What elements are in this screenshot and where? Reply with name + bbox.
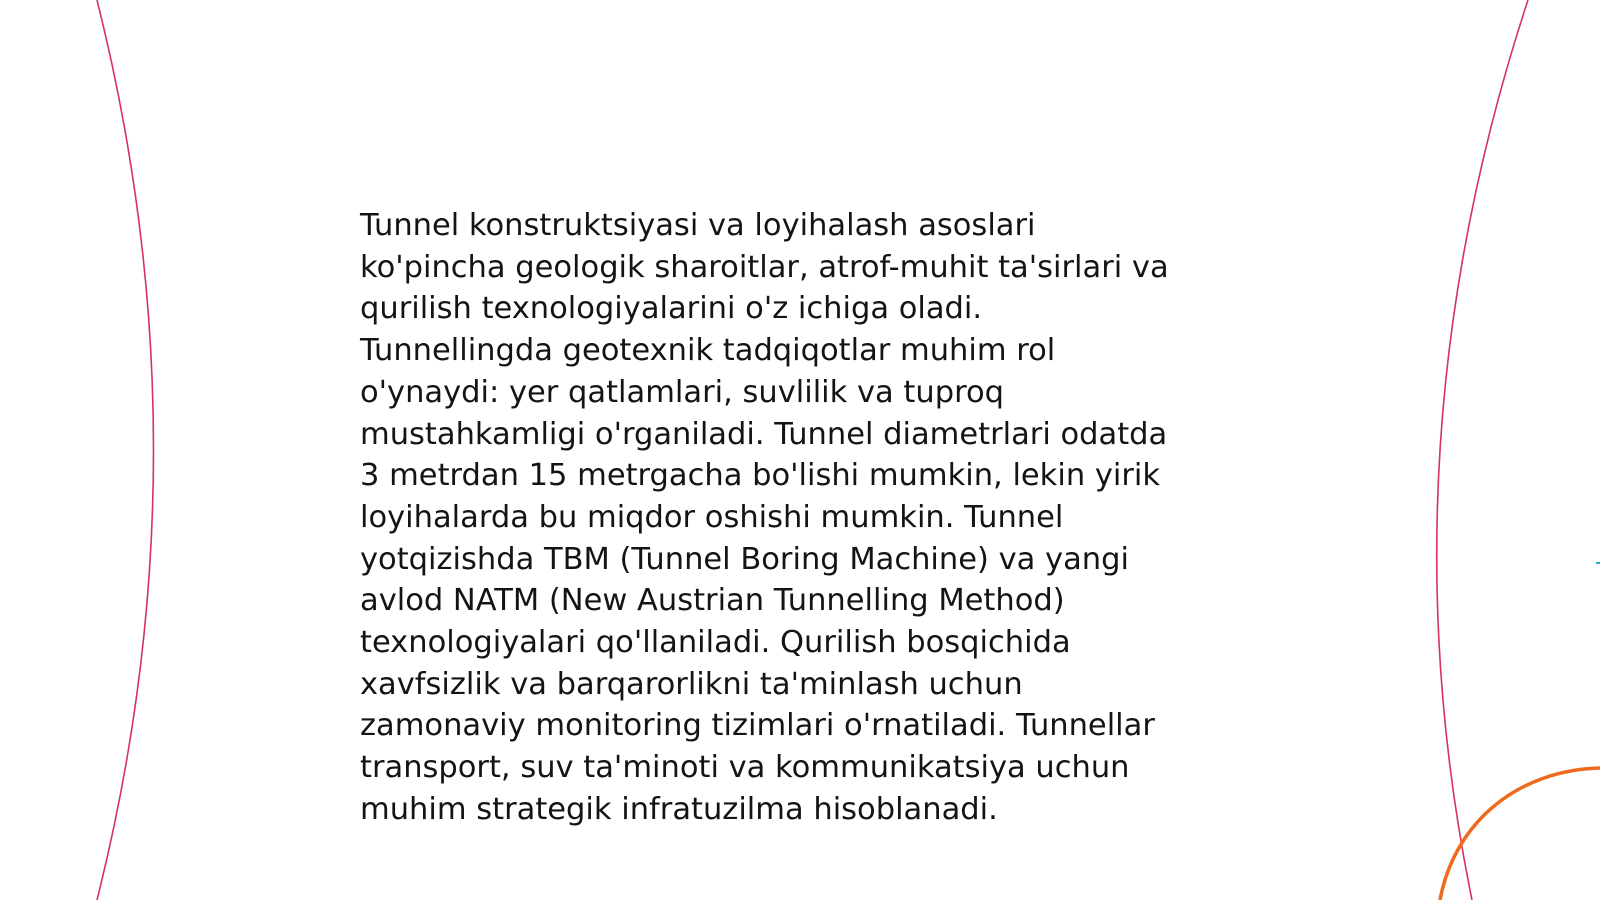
- text-line: qurilish texnologiyalarini o'z ichiga oladi.: [360, 291, 983, 327]
- text-line: ko'pincha geologik sharoitlar, atrof-muhit ta'sirlari va: [360, 249, 1169, 285]
- text-line: muhim strategik infratuzilma hisoblanadi.: [360, 791, 998, 827]
- text-line: transport, suv ta'minoti va kommunikatsiya uchun: [360, 750, 1130, 786]
- text-line: 3 metrdan 15 metrgacha bo'lishi mumkin, lekin yirik: [360, 458, 1161, 494]
- right-decorative-arc: [1437, 0, 1528, 900]
- text-line: o'ynaydi: yer qatlamlari, suvlilik va tuproq: [360, 374, 1004, 410]
- body-paragraph: [360, 205, 1240, 831]
- text-line: yotqizishda TBM (Tunnel Boring Machine) va yangi: [360, 541, 1129, 577]
- text-line: avlod NATM (New Austrian Tunnelling Method): [360, 583, 1065, 619]
- text-line: xavfsizlik va barqarorlikni ta'minlash uchun: [360, 666, 1023, 702]
- text-line: mustahkamligi o'rganiladi. Tunnel diametrlari odatda: [360, 416, 1168, 452]
- left-decorative-arc: [97, 0, 154, 900]
- text-line: texnologiyalari qo'llaniladi. Qurilish bosqichida: [360, 625, 1071, 661]
- text-line: Tunnellingda geotexnik tadqiqotlar muhim rol: [360, 333, 1056, 369]
- text-line: Tunnel konstruktsiyasi va loyihalash asoslari: [360, 208, 1036, 243]
- text-line: zamonaviy monitoring tizimlari o'rnatiladi. Tunnellar: [360, 708, 1155, 744]
- orange-decorative-arc: [1440, 768, 1600, 900]
- text-line: loyihalarda bu miqdor oshishi mumkin. Tunnel: [360, 499, 1064, 535]
